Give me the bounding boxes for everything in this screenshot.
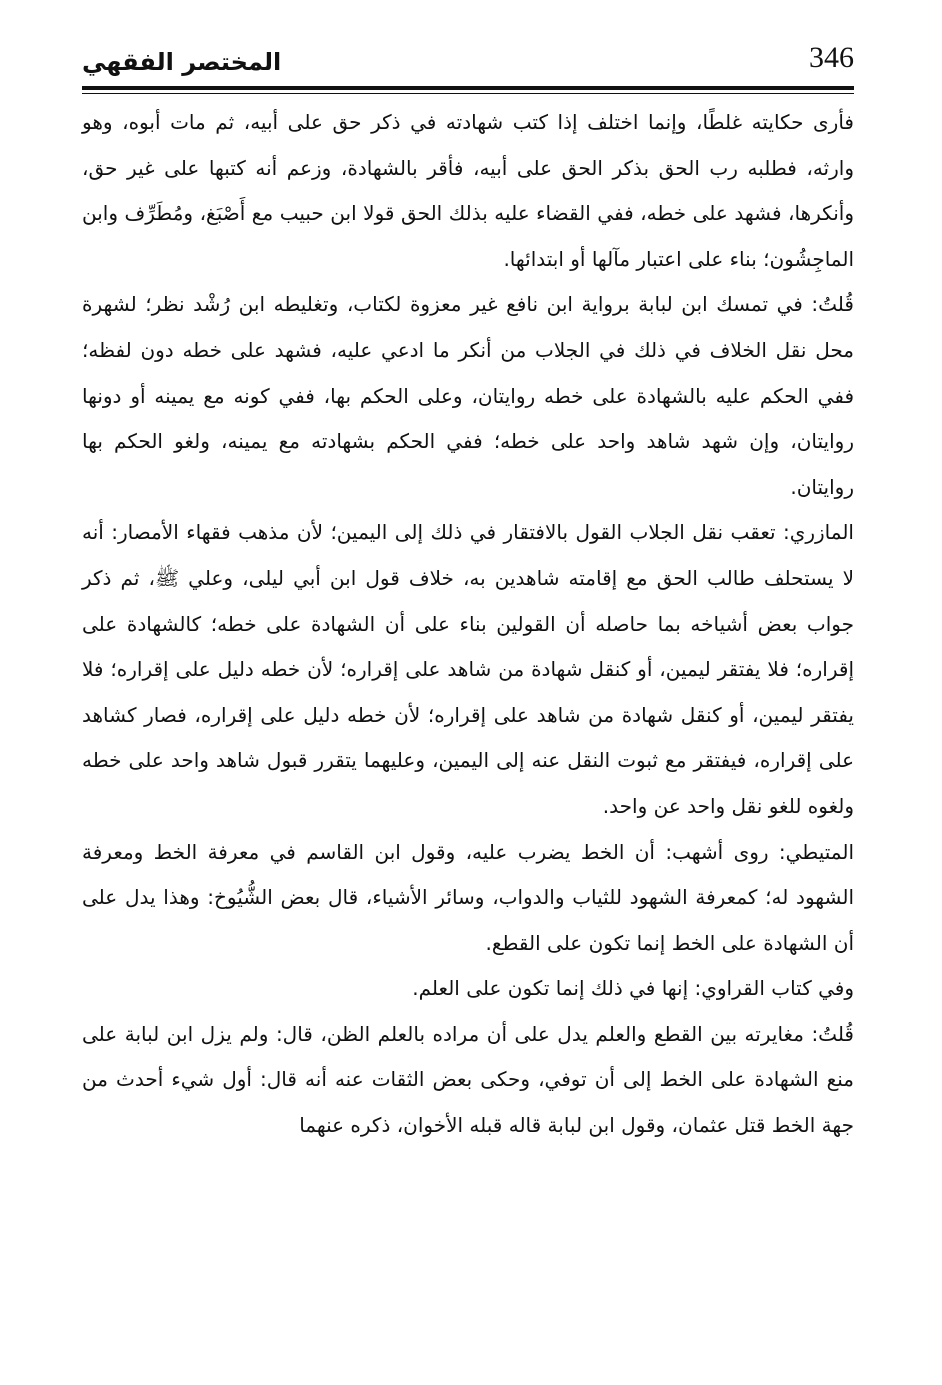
paragraph-2: قُلتُ: في تمسك ابن لبابة برواية ابن نافع غير معزوة لكتاب، وتغليطه ابن رُشْد نظر؛ لشهرة محل نقل الخلاف في ذلك في الجلاب من أنكر ما ادعي عليه، فشهد على خطه دون لفظه؛ ففي الحكم عليه بالشهادة على خطه روايتان، وعلى الحكم بها، ففي كونه مع يمينه أو دونها روايتان، وإن شهد شاهد واحد على خطه؛ ففي الحكم بشهادته مع يمينه، ولغو الحكم بها روايتان. [82, 292, 854, 499]
paragraph-3: المازري: تعقب نقل الجلاب القول بالافتقار في ذلك إلى اليمين؛ لأن مذهب فقهاء الأمصار: أنه لا يستحلف طالب الحق مع إقامته شاهدين به، خلاف قول ابن أبي ليلى، وعلي ﷺ، ثم ذكر جواب بعض أشياخه بما حاصله أن القولين بناء على أن الشهادة على خطه؛ كالشهادة على إقراره؛ فلا يفتقر ليمين، أو كنقل شهادة من شاهد على إقراره؛ لأن خطه دليل على إقراره؛ فلا يفتقر ليمين، أو كنقل شهادة من شاهد على إقراره؛ لأن خطه دليل على إقراره، فصار كشاهد على إقراره، فيفتقر مع ثبوت النقل عنه إلى اليمين، وعليهما يتقرر قبول شاهد واحد على خطه ولغوه للغو نقل واحد عن واحد. [82, 520, 854, 818]
paragraph-4: المتيطي: روى أشهب: أن الخط يضرب عليه، وقول ابن القاسم في معرفة الخط ومعرفة الشهود له؛ كمعرفة الشهود للثياب والدواب، وسائر الأشياء، قال بعض الشُّيُوخ: وهذا يدل على أن الشهادة على الخط إنما تكون على القطع. [82, 839, 854, 955]
header-rule-thick [82, 86, 854, 90]
paragraph-6: قُلتُ: مغايرته بين القطع والعلم يدل على أن مراده بالعلم الظن، قال: ولم يزل ابن لبابة على منع الشهادة على الخط إلى أن توفي، وحكى بعض الثقات عنه أنه قال: أول شيء أحدث من جهة الخط قتل عثمان، وقول ابن لبابة قاله قبله الأخوان، ذكره عنهما [82, 1021, 854, 1138]
paragraph-5: وفي كتاب القراوي: إنها في ذلك إنما تكون على العلم. [412, 976, 854, 1001]
paragraph-1: فأرى حكايته غلطًا، وإنما اختلف إذا كتب شهادته في ذكر حق على أبيه، ثم مات أبوه، وهو وارثه، فطلبه رب الحق بذكر الحق على أبيه، فأقر بالشهادة، وزعم أنه كتبها على غير حق، وأنكرها، فشهد على خطه، ففي القضاء عليه بذلك الحق قولا ابن حبيب مع أَصْبَغ، ومُطَرِّف وابن الماجِشُون؛ بناء على اعتبار مآلها أو ابتدائها. [82, 110, 854, 271]
page-header [82, 38, 854, 90]
header-rule-thin [82, 93, 854, 94]
book-title: المختصر الفقهي [82, 48, 282, 76]
page-number: 346 [809, 41, 854, 74]
body-text [82, 100, 854, 1149]
